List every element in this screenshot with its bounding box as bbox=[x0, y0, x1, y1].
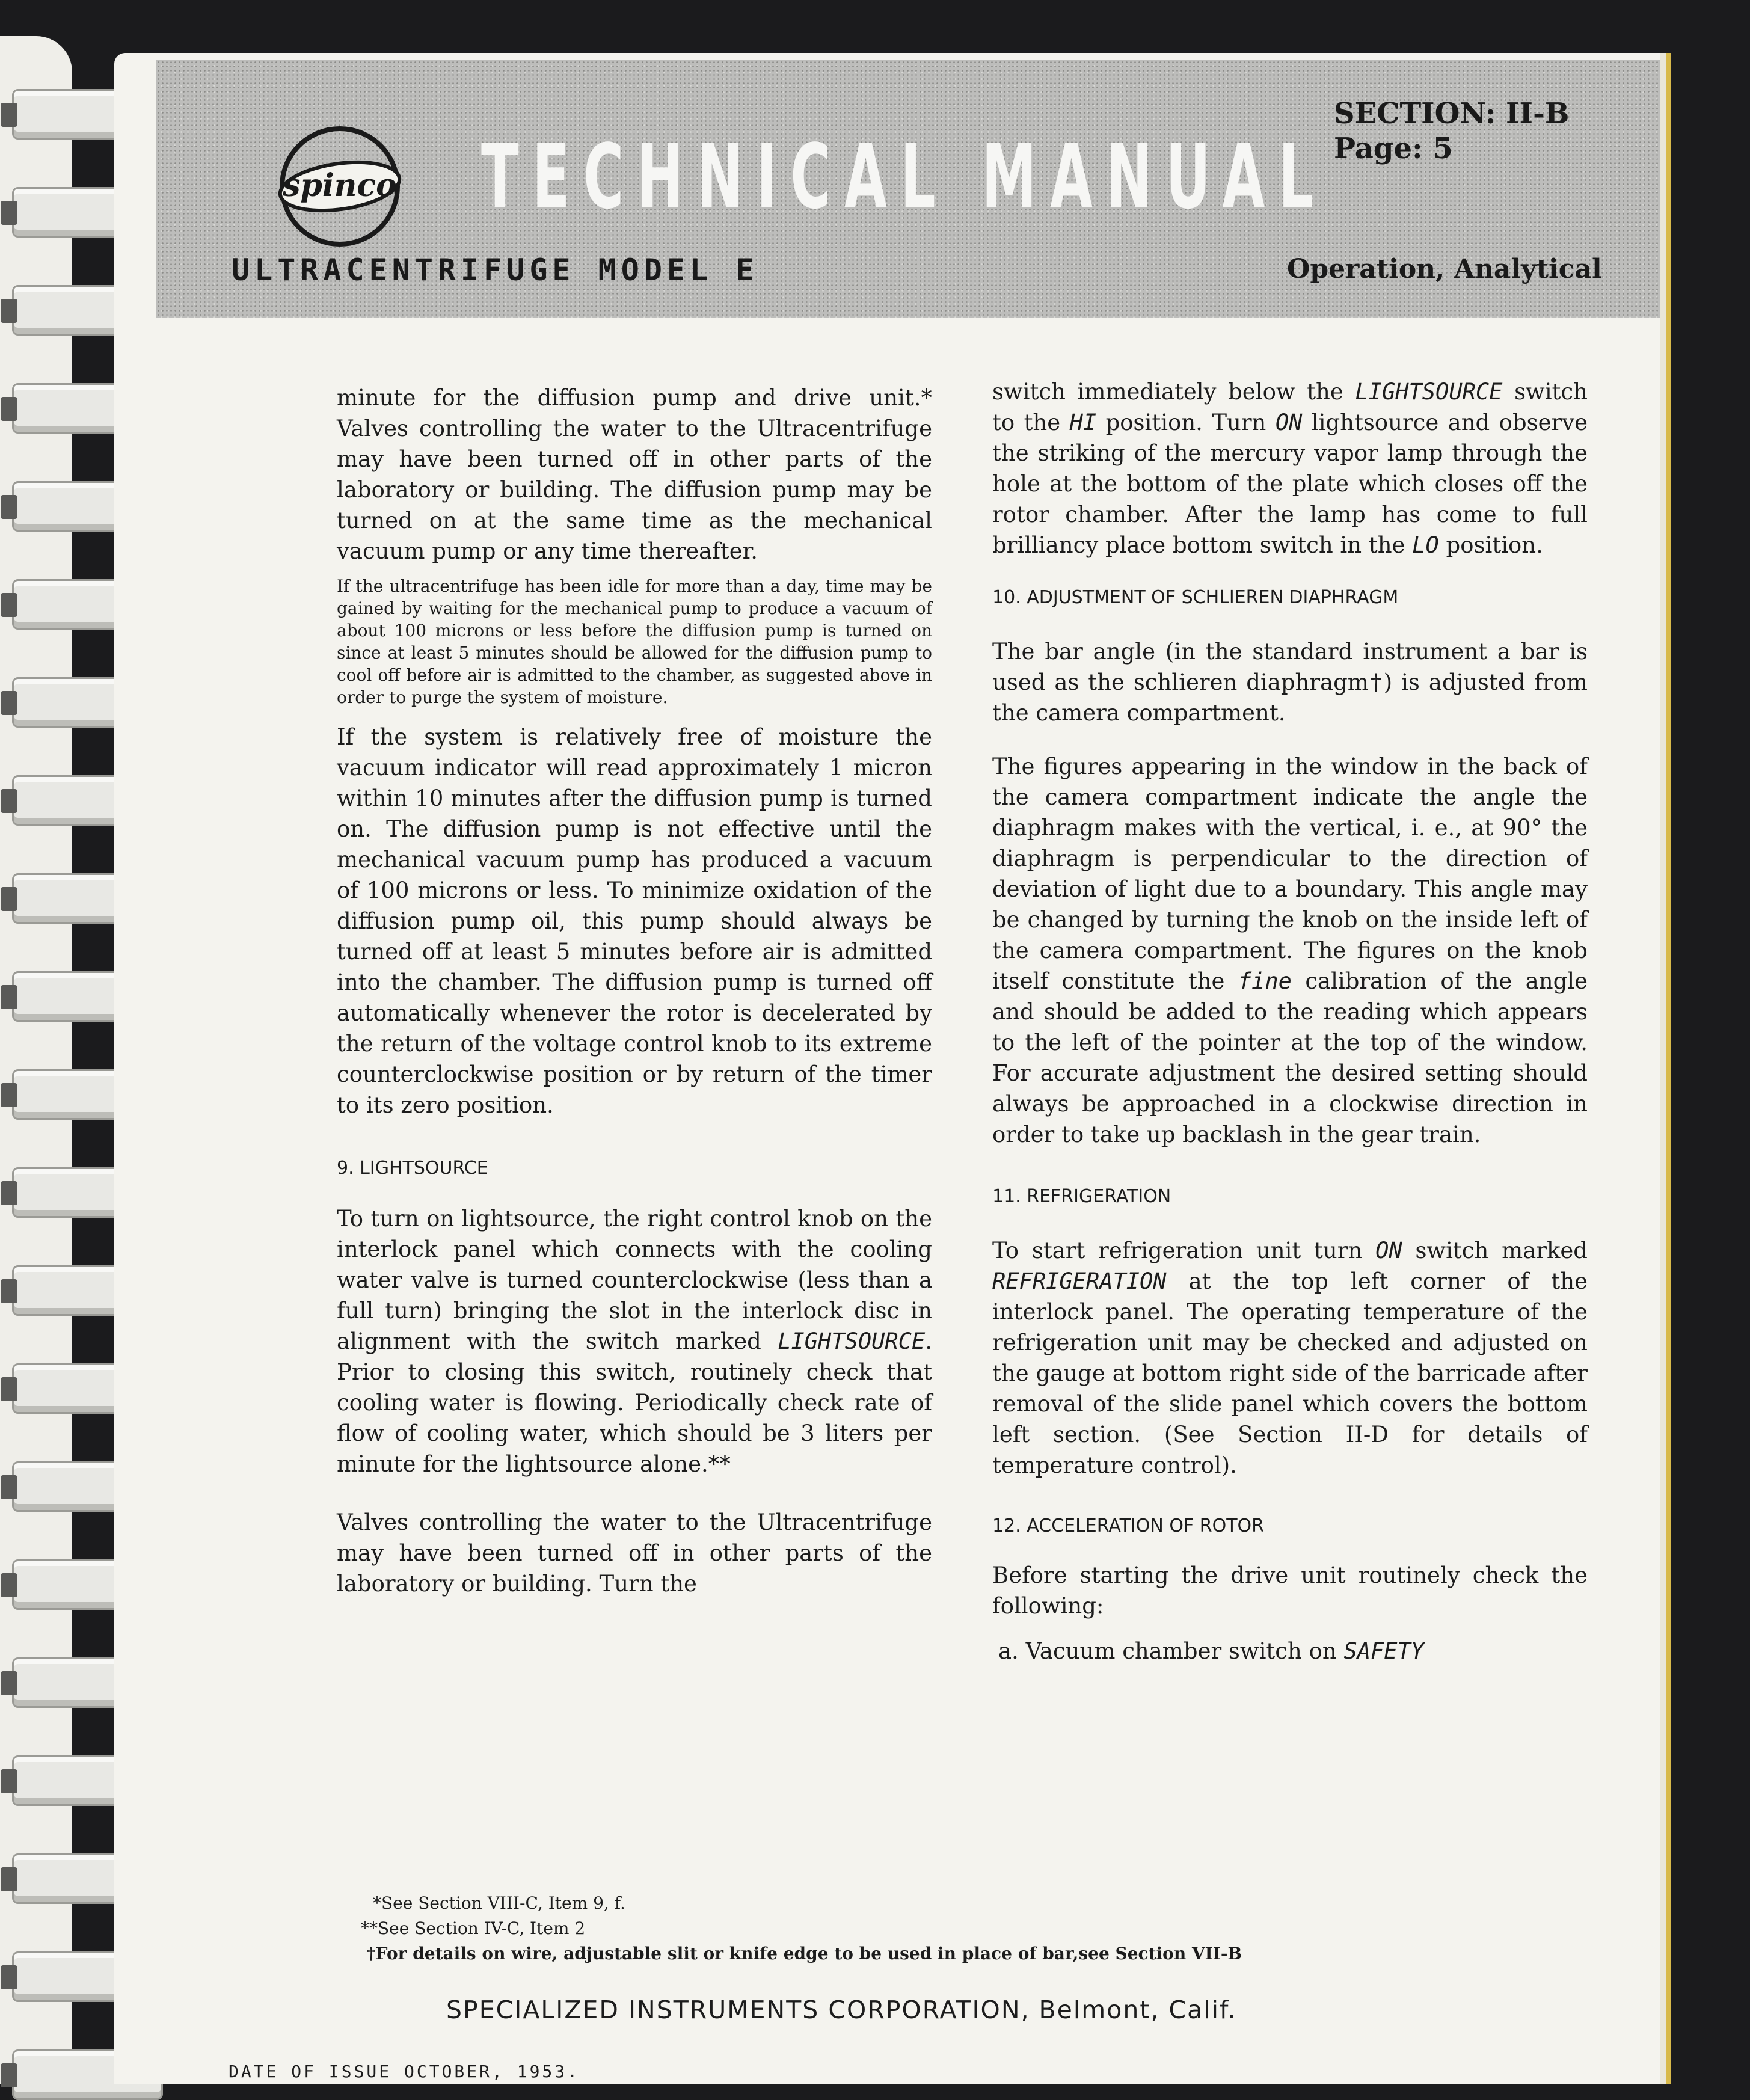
footnote: †For details on wire, adjustable slit or knife edge to be used in place of bar,see Section VII-B bbox=[367, 1944, 1242, 1963]
header-subtitle: Operation, Analytical bbox=[1287, 254, 1602, 284]
page-number: Page: 5 bbox=[1334, 132, 1453, 165]
paragraph: To turn on lightsource, the right control knob on the interlock panel which connects with the cooling water valve is turned counterclockwise (less than a full turn) bringing the slot in the interlock disc in alignment with the switch marked LIGHTSOURCE. Prior to closing this switch, routinely check that cooling water is flowing. Periodically check rate of flow of cooling water, which should be 3 liters per minute for the lightsource alone.** bbox=[337, 1206, 932, 1477]
section-heading: 9. LIGHTSOURCE bbox=[337, 1158, 488, 1179]
paragraph: If the system is relatively free of moisture the vacuum indicator will read approximately 1 micron within 10 minutes after the diffusion pump is turned on. The diffusion pump is not effective until the mechanical vacuum pump has produced a vacuum of 100 microns or less. To minimize oxidation of the diffusion pump oil, this pump should always be turned off at least 5 minutes before air is admitted into the chamber. The diffusion pump is turned off automatically whenever the rotor is decelerated by the return of the voltage control knob to its extreme counterclockwise position or by return of the timer to its zero position. bbox=[337, 724, 932, 1118]
note-paragraph: If the ultracentrifuge has been idle for more than a day, time may be gained by waiting for the mechanical pump to produce a vacuum of about 100 microns or less before the diffusion pump is turned on since at least 5 minutes should be allowed for the diffusion pump to cool off before air is admitted to the chamber, as suggested above in order to purge the system of moisture. bbox=[337, 576, 932, 707]
section-number: SECTION: II-B bbox=[1334, 97, 1570, 130]
issue-date: DATE OF ISSUE OCTOBER, 1953. bbox=[229, 2062, 580, 2081]
manual-page bbox=[114, 53, 1660, 2084]
section-info bbox=[1334, 96, 1569, 166]
paragraph: switch immediately below the LIGHTSOURCE switch to the HI position. Turn ON lightsource and observe the striking of the mercury vapor lamp through the hole at the bottom of the plate which closes off the rotor chamber. After the lamp has come to full brilliancy place bottom switch in the LO position. bbox=[992, 379, 1588, 558]
right-column bbox=[992, 376, 1588, 1666]
footnote: **See Section IV-C, Item 2 bbox=[361, 1918, 586, 1938]
section-heading: 10. ADJUSTMENT OF SCHLIEREN DIAPHRAGM bbox=[992, 587, 1399, 608]
company-footer: SPECIALIZED INSTRUMENTS CORPORATION, Belmont, Calif. bbox=[446, 1995, 1237, 2024]
paragraph: The bar angle (in the standard instrument a bar is used as the schlieren diaphragm†) is adjusted from the camera compartment. bbox=[992, 639, 1588, 726]
page-header bbox=[156, 60, 1660, 318]
model-name: ULTRACENTRIFUGE MODEL E bbox=[232, 253, 759, 287]
section-heading: 11. REFRIGERATION bbox=[992, 1186, 1171, 1207]
paragraph: Valves controlling the water to the Ultracentrifuge may have been turned off in other parts of the laboratory or building. Turn the bbox=[337, 1509, 932, 1597]
footnote: *See Section VIII-C, Item 9, f. bbox=[373, 1893, 625, 1913]
paragraph: minute for the diffusion pump and drive unit.* Valves controlling the water to the Ultracentrifuge may have been turned off in other parts of the laboratory or building. The diffusion pump may be turned on at the same time as the mechanical vacuum pump or any time thereafter. bbox=[337, 385, 932, 564]
logo-text: spinco bbox=[283, 167, 397, 204]
section-heading: 12. ACCELERATION OF ROTOR bbox=[992, 1515, 1264, 1537]
spinco-logo bbox=[274, 120, 406, 253]
paragraph: Before starting the drive unit routinely check the following: bbox=[992, 1562, 1588, 1619]
list-item: a. Vacuum chamber switch on SAFETY bbox=[998, 1638, 1425, 1664]
header-title: TECHNICAL MANUAL bbox=[481, 125, 1327, 229]
paragraph: The figures appearing in the window in the back of the camera compartment indicate the angle the diaphragm makes with the vertical, i. e., at 90° the diaphragm is perpendicular to the direction of deviation of light due to a boundary. This angle may be changed by turning the knob on the inside left of the camera compartment. The figures on the knob itself constitute the fine calibration of the angle and should be added to the reading which appears to the left of the pointer at the top of the window. For accurate adjustment the desired setting should always be approached in a clockwise direction in order to take up backlash in the gear train. bbox=[992, 754, 1588, 1147]
paragraph: To start refrigeration unit turn ON switch marked REFRIGERATION at the top left corner of the interlock panel. The operating temperature of the refrigeration unit may be checked and adjusted on the gauge at bottom right side of the barricade after removal of the slide panel which covers the bottom left section. (See Section II-D for details of temperature control). bbox=[992, 1238, 1588, 1478]
left-column bbox=[337, 382, 932, 1599]
